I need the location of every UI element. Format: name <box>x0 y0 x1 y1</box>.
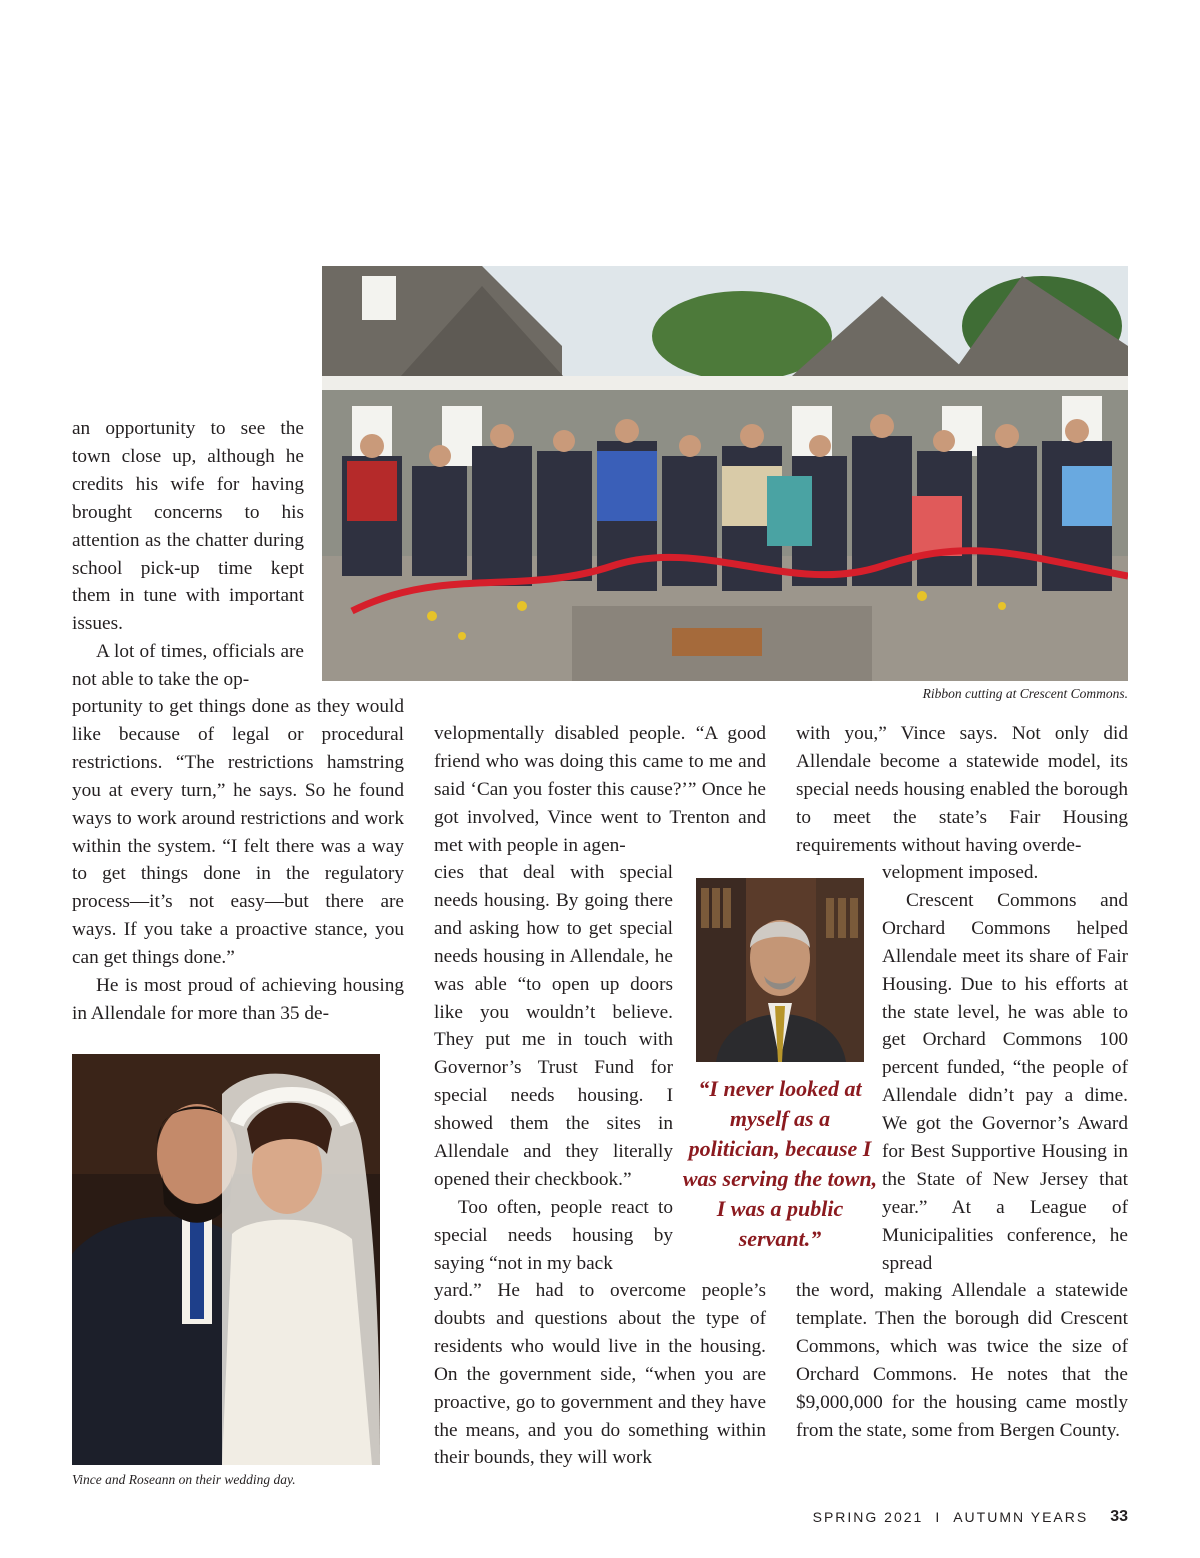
column-1-narrow <box>72 415 304 694</box>
paragraph: the word, making Allendale a statewide template. Then the borough did Crescent Commons, which was twice the size of Orchard Commons. He notes that the $9,000,000 for the housing came mostly from the state, some from Bergen County. <box>796 1280 1128 1441</box>
wedding-caption: Vince and Roseann on their wedding day. <box>72 1472 296 1487</box>
paragraph: velopmentally disabled people. “A good friend who was doing this came to me and said ‘Can you foster this cause?’” Once he got involved, Vince went to Trenton and met with people in agen- <box>434 723 766 856</box>
column-3-narrow <box>882 859 1128 1278</box>
page-number: 33 <box>1110 1508 1128 1525</box>
ribbon-cutting-caption: Ribbon cutting at Crescent Commons. <box>922 686 1128 701</box>
paragraph: Too often, people react to special needs housing by saying “not in my back <box>434 1196 673 1274</box>
column-1-full <box>72 693 404 1028</box>
portrait-photo <box>696 878 864 1062</box>
column-3-bottom <box>796 1277 1128 1444</box>
footer-separator: I <box>935 1509 942 1525</box>
pull-quote: “I never looked at myself as a politician, because I was serving the town, I was a public servant.” <box>682 1076 878 1251</box>
page-footer <box>813 1506 1128 1528</box>
magazine-title: AUTUMN YEARS <box>953 1509 1089 1525</box>
issue-label: SPRING 2021 <box>812 1509 924 1525</box>
wedding-photo <box>72 1054 380 1465</box>
column-3-top <box>796 720 1128 860</box>
paragraph: cies that deal with special needs housing. By going there and asking how to get special needs housing in Allendale, he was able “to open up doors like you wouldn’t believe. They put me in touch with Governor’s Trust Fund for special needs housing. I showed them the sites in Allendale and they literally opened their checkbook.” <box>434 862 673 1190</box>
ribbon-cutting-photo <box>322 266 1128 681</box>
paragraph: with you,” Vince says. Not only did Allendale become a statewide model, its special needs housing enabled the borough to meet the state’s Fair Housing requirements without having overde- <box>796 723 1128 856</box>
paragraph: an opportunity to see the town close up, although he credits his wife for having brought concerns to his attention as the chatter during school pick-up time kept them in tune with important issues. <box>72 418 304 635</box>
column-2-bottom <box>434 1277 766 1472</box>
column-2-top <box>434 720 766 860</box>
paragraph: velopment imposed. <box>882 862 1039 883</box>
paragraph: yard.” He had to overcome people’s doubts and questions about the type of residents who would live in the housing. On the government side, “when you are proactive, go to government and they have the means, and you do something within their bounds, they will work <box>434 1280 766 1469</box>
paragraph: portunity to get things done as they would like because of legal or procedural restrictions. “The restrictions hamstring you at every turn,” he says. So he found ways to work around restrictions and work within the system. “I felt there was a way to get things done in the regulatory process—it’s not easy—but there are ways. If you take a proactive stance, you can get things done.” <box>72 696 404 969</box>
paragraph: He is most proud of achieving housing in Allendale for more than 35 de- <box>72 975 404 1024</box>
paragraph: Crescent Commons and Orchard Commons helped Allendale meet its share of Fair Housing. Due to his efforts at the state level, he was able to get Orchard Commons 100 percent funded, “the people of Allendale didn’t pay a dime. We got the Governor’s Award for Best Supportive Housing in the State of New Jersey that year.” At a League of Municipalities conference, he spread <box>882 889 1128 1274</box>
column-2-narrow <box>434 859 673 1278</box>
paragraph: A lot of times, officials are not able to take the op- <box>72 641 304 691</box>
